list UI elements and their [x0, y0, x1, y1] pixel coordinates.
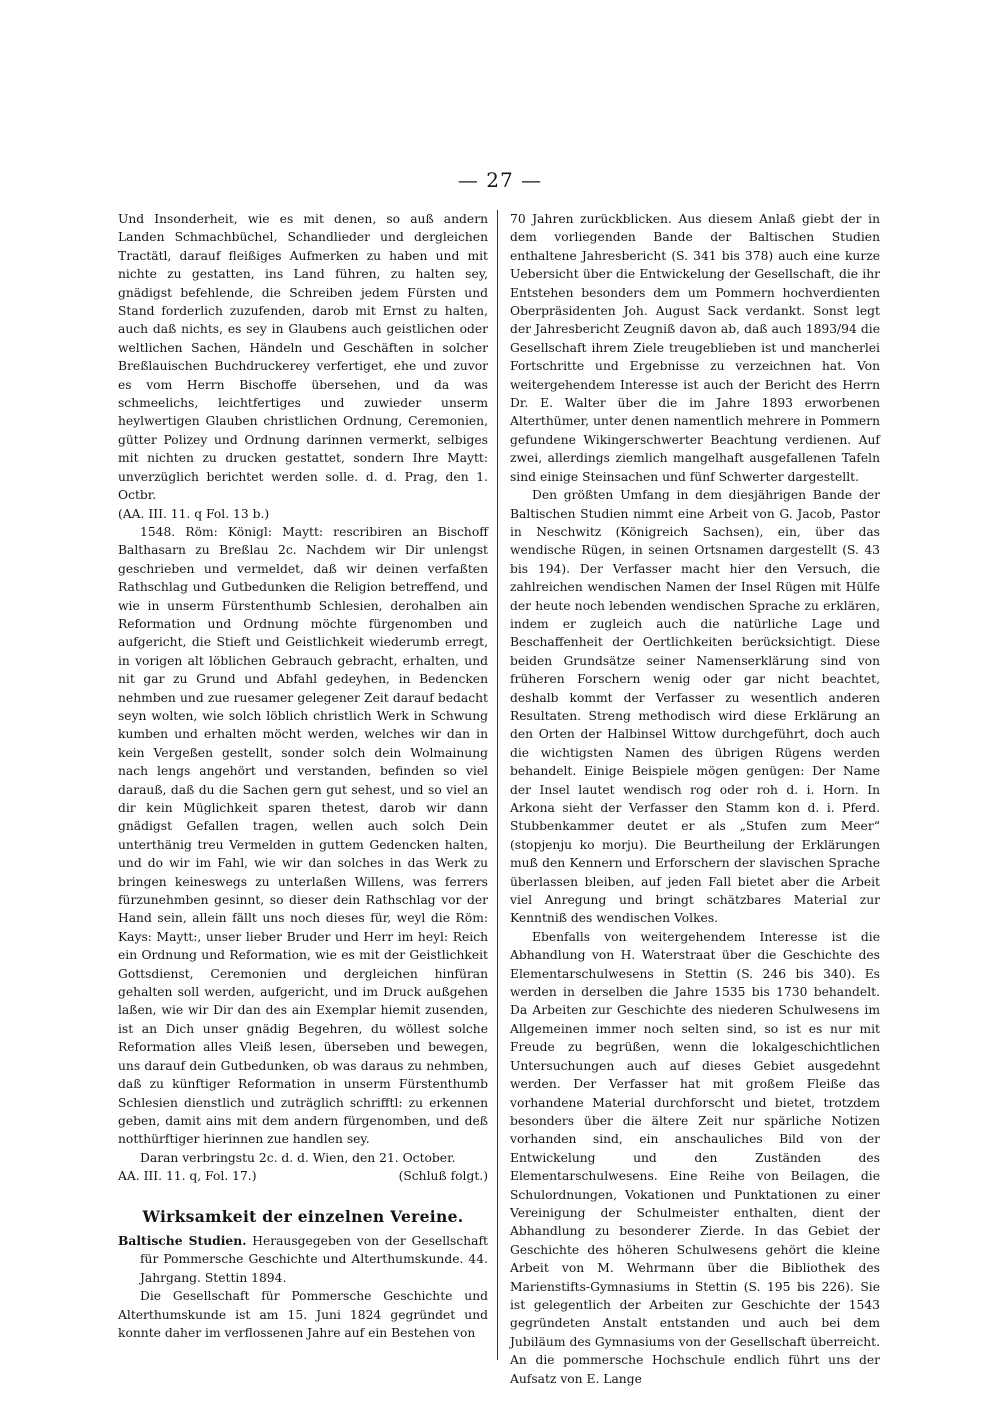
page-number: — 27 —	[457, 168, 543, 192]
right-column	[510, 210, 880, 1388]
section-heading: Wirksamkeit der einzelnen Vereine.	[142, 1206, 464, 1226]
left-reference-line	[118, 1167, 488, 1185]
left-paragraph-2: 1548. Röm: Königl: Maytt: rescribiren an Bischoff Balthasarn zu Breßlau 2c. Nachdem wir Dir unlengst geschrieben und vermeldet, daß wir deinen verfaßten Rathschlag und Gutbedunken die Religion betreffend, und wie in unserm Fürstenthumb Schlesien, derohalben ain Reformation und Ordnung möchte fürgenomben und aufgericht, die Stieft und Geistlichkeit wiederumb erregt, in vorigen alt löblichen Gebrauch gebracht, erhalten, und nit gar zu Grund und Abfahl gedeyhen, in Bedencken nehmben und zue ruesamer gelegener Zeit darauf bedacht seyn wolten, wie solch löblich christlich Werk in Schwung kumben und erhalten möcht werden, welches wir dan in kein Vergeßen gestellt, sonder solch dein Wolmainung nach lengs angehört und verstanden, befinden so viel darauß, daß du die Sachen gern gut sehest, und so viel an dir kein Müglichkeit sparen thetest, darob wir dann gnädigst Gefallen tragen, wellen auch solch Dein unterthänig treu Vermelden in guttem Gedencken halten, und do wir im Fahl, wie wir dan solches in das Werk zu bringen keineswegs zu unterlaßen Willens, was ferrers fürzunehmben gesinnt, so dieser dein Rathschlag vor der Hand sein, allein fällt uns noch dieses für, weyl die Röm: Kays: Maytt:, unser lieber Bruder und Herr im heyl: Reich ein Ordnung und Reformation, wie es mit der Geistlichkeit Gottsdienst, Ceremonien und dergleichen hinfüran gehalten soll werden, aufgericht, und im Druck außgehen laßen, wie wir Dir dan des ain Exemplar hiemit zusenden, ist an Dich unser gnädig Begehren, du wöllest solche Reformation alles Vleiß lesen, überseben und bewegen, uns darauf dein Gutbedunken, ob was daraus zu nehmben, daß zu künftiger Reformation in unserm Fürstenthumb Schlesien dienstlich und zuträglich schrifftl: zu erkennen geben, damit ains mit dem andern fürgenomben, und deß notthürftiger hierinnen zue handlen sey.	[118, 524, 488, 1147]
left-paragraph-3: Daran verbringstu 2c. d. d. Wien, den 21. October.	[140, 1150, 456, 1165]
right-paragraph-2: Den größten Umfang in dem diesjährigen Bande der Baltischen Studien nimmt eine Arbeit von G. Jacob, Pastor in Neschwitz (Königreich Sachsen), ein, über das wendische Rügen, in seinen Ortsnamen dargestellt (S. 43 bis 194). Der Verfasser macht hier den Versuch, die zahlreichen wendischen Namen der Insel Rügen mit Hülfe der heute noch lebenden wendischen Sprache zu erklären, indem er zugleich auch die natürliche Lage und Beschaffenheit der Oertlichkeiten berücksichtigt. Diese beiden Grundsätze seiner Namenserklärung sind von früheren Forschern wenig oder gar nicht beachtet, deshalb kommt der Verfasser zu wesentlich anderen Resultaten. Streng methodisch wird diese Erklärung an den Orten der Halbinsel Wittow durchgeführt, doch auch die wichtigsten Namen des übrigen Rügens werden behandelt. Einige Beispiele mögen genügen: Der Name der Insel lautet wendisch rog oder roh d. i. Horn. In Arkona sieht der Verfasser den Stamm kon d. i. Pferd. Stubbenkammer deutet er als „Stufen zum Meer“ (stopjenju ko morju). Die Beurtheilung der Erklärungen muß den Kennern und Erforschern der slavischen Sprache überlassen bleiben, auf jeden Fall bietet aber die Arbeit viel Anregung und bringt schätzbares Material zur Kenntniß des wendischen Volkes.	[510, 488, 880, 926]
right-paragraph-1: 70 Jahren zurückblicken. Aus diesem Anlaß giebt der in dem vorliegenden Bande der Baltischen Studien enthaltene Jahresbericht (S. 341 bis 378) auch eine kurze Uebersicht über die Entwickelung der Gesellschaft, die ihr Entstehen besonders dem um Pommern hochverdienten Oberpräsidenten Joh. August Sack verdankt. Sonst legt der Jahresbericht Zeugniß davon ab, daß auch 1893/94 die Gesellschaft ihrem Ziele treugeblieben ist und mancherlei Fortschritte und Ergebnisse zu verzeichnen hat. Von weitergehendem Interesse ist auch der Bericht des Herrn Dr. E. Walter über die im Jahre 1893 erworbenen Alterthümer, unter denen namentlich mehrere in Pommern gefundene Wikingerschwerter Beachtung verdienen. Auf zwei, allerdings ziemlich mangelhaft ausgefallenen Tafeln sind einige Steinsachen und fünf Schwerter dargestellt.	[510, 212, 880, 484]
left-column	[118, 210, 488, 1342]
continuation-note: (Schluß folgt.)	[398, 1169, 488, 1184]
column-divider	[497, 210, 498, 1360]
right-paragraph-3: Ebenfalls von weitergehendem Interesse ist die Abhandlung von H. Waterstraat über die Geschichte des Elementarschulwesens in Stettin (S. 246 bis 340). Es werden in derselben die Jahre 1535 bis 1730 behandelt. Da Arbeiten zur Geschichte des niederen Schulwesens im Allgemeinen immer noch selten sind, so ist es nur mit Freude zu begrüßen, wenn die lokalgeschichtlichen Untersuchungen auch auf dieses Gebiet ausgedehnt werden. Der Verfasser hat mit großem Fleiße das vorhandene Material durchforscht und bietet, trotzdem besonders über die ältere Zeit nur spärliche Notizen vorhanden sind, ein anschauliches Bild von der Entwickelung und den Zuständen des Elementarschulwesens. Eine Reihe von Beilagen, die Schulordnungen, Vokationen und Punktationen zu einer Vereinigung der Schulmeister enthalten, dient der Abhandlung zu besonderer Zierde. In das Gebiet der Geschichte des höheren Schulwesens gehört die kleine Arbeit von M. Wehrmann über die Bibliothek des Marienstifts-Gymnasiums in Stettin (S. 195 bis 226). Sie ist gelegentlich der Arbeiten zur Geschichte der 1543 gegründeten Anstalt entstanden und auch bei dem Jubiläum des Gymnasiums von der Gesellschaft überreicht. An die pommersche Hochschule endlich führt uns der Aufsatz von E. Lange	[510, 929, 880, 1386]
left-reference-1: (AA. III. 11. q Fol. 13 b.)	[118, 506, 270, 521]
entry-details: Herausgegeben von der Gesellschaft für Pommersche Geschichte und Alterthumskunde. 44. Jahrgang. Stettin 1894.	[140, 1233, 489, 1285]
left-paragraph-4: Die Gesellschaft für Pommersche Geschichte und Alterthumskunde ist am 15. Juni 1824 gegründet und konnte daher im verflossenen Jahre auf ein Bestehen von	[118, 1289, 488, 1340]
bibliography-entry	[118, 1232, 488, 1287]
entry-title: Baltische Studien.	[118, 1232, 247, 1248]
left-paragraph-1: Und Insonderheit, wie es mit denen, so auß andern Landen Schmachbüchel, Schandlieder und dergleichen Tractätl, darauf fleißiges Aufmerken zu haben und mit nichte zu gestatten, ins Land führen, zu halten sey, gnädigst befehlende, die Schreiben jedem Fürsten und Stand forderlich zuzufenden, darob mit Ernst zu halten, auch daß nichts, es sey in Glaubens auch geistlichen oder weltlichen Sachen, Händeln und Geschäften in solcher Breßlauischen Buchdruckerey verfertiget, ehe und zuvor es vom Herrn Bischoffe übersehen, und da was schmeelichs, leichtfertiges und zuwieder unserm heylwertigen Glauben christlichen Ordnung, Ceremonien, gütter Polizey und Ordnung darinnen vermerkt, selbiges mit nichten zu drucken gestattet, sondern Ihre Maytt: unverzüglich berichtet werden solle. d. d. Prag, den 1. Octbr.	[118, 212, 488, 503]
left-reference-2: AA. III. 11. q, Fol. 17.)	[118, 1169, 257, 1184]
